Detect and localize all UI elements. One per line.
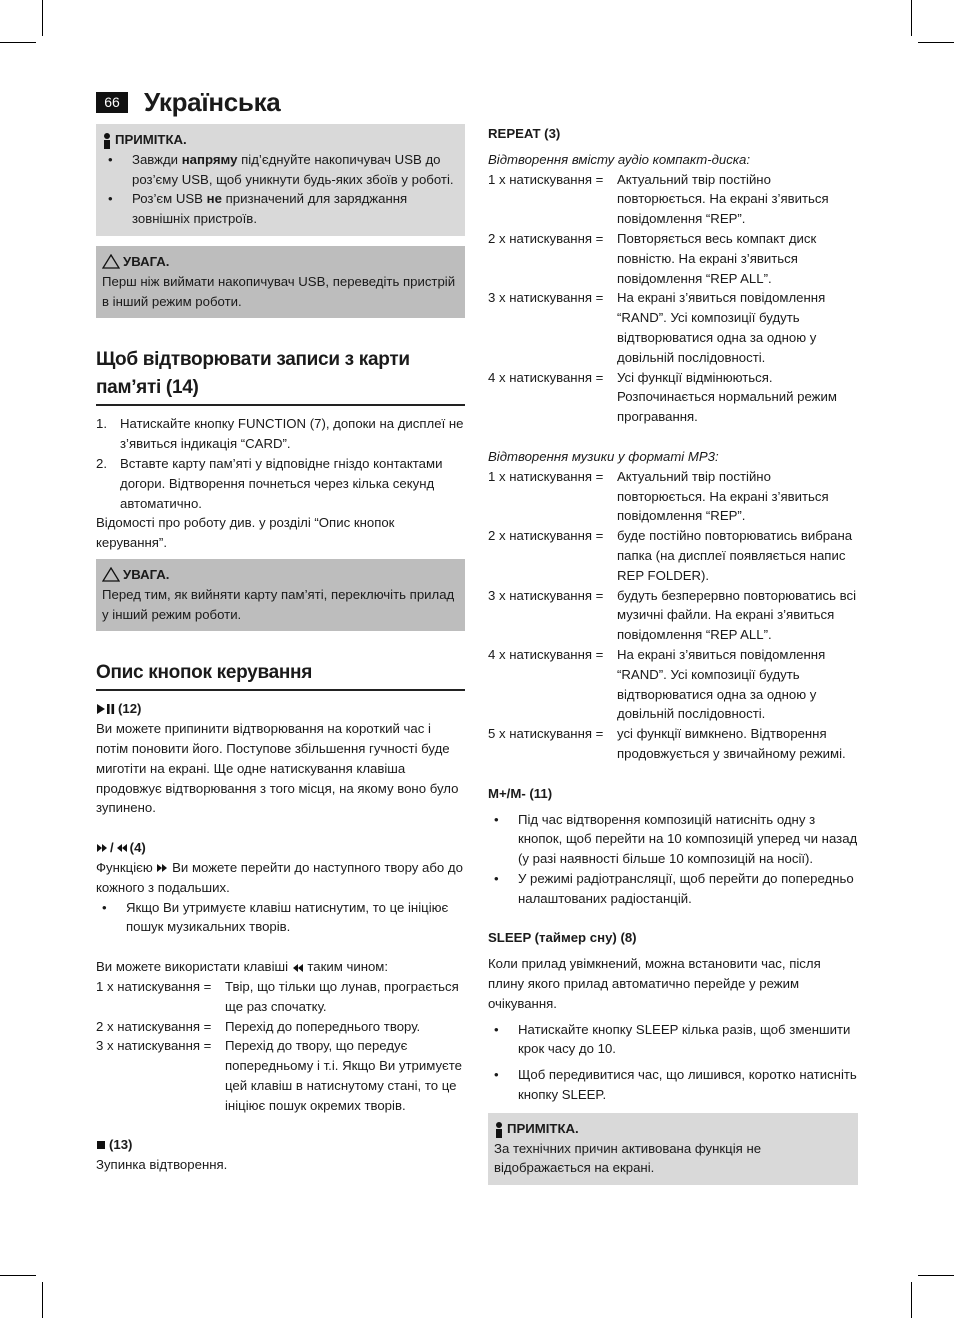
press-row: 5 х натискування = усі функції вимкнено. Відтворення продовжується у звичайному режимі. [488, 726, 846, 761]
press-row: 3 х натискування = будуть безперервно повторюватись всі музичні файли. На екрані з’явиться повідомлення “REP ALL”. [488, 587, 857, 643]
warning-box [96, 559, 465, 631]
note-title: ПРИМІТКА. [102, 130, 459, 150]
skip-heading: / (4) [96, 838, 465, 858]
warning-icon [102, 254, 120, 269]
sleep-heading: SLEEP (таймер сну) (8) [488, 930, 637, 946]
play-pause-heading: (12) [96, 699, 465, 719]
warning-title: УВАГА. [102, 252, 459, 272]
section-heading-controls: Опис кнопок керування [96, 659, 465, 691]
list-item: 1. Натискайте кнопку FUNCTION (7), допоки на дисплеї не з’явиться індикація “CARD”. [96, 416, 464, 452]
info-icon [102, 133, 112, 149]
press-row: 2 х натискування = буде постійно повторюватись вибрана папка (на дисплеї появляється напис REP FOLDER). [488, 528, 853, 583]
crop-mark [42, 0, 43, 36]
play-pause-icon [96, 703, 116, 715]
press-row: 4 х натискування = На екрані з’явиться повідомлення “RAND”. Усі композиції будуть відтворюватися одна за одною у довільній послідовності. [488, 646, 826, 722]
stop-heading: (13) [96, 1135, 465, 1155]
paragraph: Зупинка відтворення. [96, 1157, 228, 1173]
press-row: 4 х натискування = Усі функції відмінюються. Розпочинається нормальний режим програвання. [488, 369, 837, 425]
section-heading-card: Щоб відтворювати записи з карти пам’яті (14) [96, 346, 465, 406]
crop-mark [42, 1282, 43, 1318]
crop-mark [918, 1275, 954, 1276]
warning-icon [102, 567, 120, 582]
subheading: Відтворення музики у форматі MP3: [488, 448, 719, 464]
skip-forward-icon [156, 862, 168, 874]
note-box [488, 1113, 858, 1185]
note-item: • Завжди напряму під’єднуйте накопичувач USB до роз’єму USB, щоб уникнути будь-яких збоїв у роботі. [102, 150, 459, 190]
crop-mark [0, 1275, 36, 1276]
subheading: Відтворення вмісту аудіо компакт-диска: [488, 151, 751, 167]
note-title: ПРИМІТКА. [494, 1119, 852, 1139]
list-item: • Під час відтворення композицій натисніть одну з кнопок, щоб перейти на 10 композицій уперед чи назад (у разі наявності більше 10 композицій на носії). [488, 810, 858, 869]
left-column [96, 124, 465, 1175]
paragraph: Ви можете припинити відтворювання на короткий час і потім поновити його. Поступове збільшення гучності буде миготіти на екрані. Ще одне натискування клавіша продовжує відтворювання з того місця, на якому воно було зупинено. [96, 721, 459, 816]
list-item: 2. Вставте карту пам’яті у відповідне гніздо контактами догори. Відтворення почнеться через кілька секунд автоматично. [96, 455, 443, 511]
press-row: 2 х натискування = Повторяється весь компакт диск повністю. На екрані з’явиться повідомлення “REP ALL”. [488, 230, 817, 286]
paragraph: Відомості про роботу див. у розділі “Опис кнопок керування”. [96, 515, 395, 551]
skip-back-icon [116, 842, 128, 854]
warning-text: Перед тим, як вийняти карту пам’яті, переключіть прилад у інший режим роботи. [102, 586, 455, 622]
list-item: • У режимі радіотрансляції, щоб перейти до попередньо налаштованих радіостанцій. [488, 869, 858, 909]
right-column [488, 124, 858, 1185]
stop-icon [96, 1139, 107, 1151]
warning-title: УВАГА. [102, 565, 459, 585]
page-title: Українська [144, 87, 281, 117]
press-row: 2 х натискування = Перехід до попереднього твору. [96, 1018, 421, 1034]
crop-mark [911, 0, 912, 36]
press-row: 1 х натискування = Твір, що тільки що лунав, програється ще раз спочатку. [96, 978, 459, 1014]
memory-heading: M+/M- (11) [488, 785, 553, 801]
skip-forward-icon [96, 842, 108, 854]
list-item: • Якщо Ви утримуєте клавіш натиснутим, то це ініціює пошук музикальних творів. [96, 898, 465, 938]
press-row: 1 х натискування = Актуальний твір постійно повторюється. На екрані з’явиться повідомлення “REP”. [488, 468, 829, 524]
paragraph: Функцією Ви можете перейти до наступного твору або до кожного з подальших. [96, 859, 463, 895]
warning-text: Перш ніж виймати накопичувач USB, переведіть пристрій в інший режим роботи. [102, 273, 456, 309]
paragraph: Ви можете використати клавіші таким чином: [96, 959, 389, 975]
paragraph: Коли прилад увімкнений, можна встановити час, після плину якого прилад автоматично перейде у режим очікування. [488, 956, 821, 1011]
page-number: 66 [96, 92, 128, 113]
note-item: • Роз’єм USB не призначений для заряджання зовнішніх пристроїв. [102, 189, 459, 229]
warning-box [96, 246, 465, 318]
crop-mark [911, 1282, 912, 1318]
repeat-heading: REPEAT (3) [488, 126, 561, 141]
press-row: 1 х натискування = Актуальний твір постійно повторюється. На екрані з’явиться повідомлення “REP”. [488, 171, 829, 227]
skip-back-icon [292, 962, 304, 974]
note-text: За технічних причин активована функція не відображається на екрані. [494, 1140, 762, 1176]
crop-mark [0, 42, 36, 43]
list-item: • Щоб передивитися час, що лишився, коротко натисніть кнопку SLEEP. [488, 1065, 858, 1105]
note-box [96, 124, 465, 236]
press-row: 3 х натискування = На екрані з’явиться повідомлення “RAND”. Усі композиції будуть відтворюватися одна за одною у довільній послідовності. [488, 290, 826, 365]
press-row: 3 х натискування = Перехід до твору, що передує попередньому і т.і. Якщо Ви утримуєте цей клавіш в натиснутому стані, то це ініціює пошук окремих творів. [96, 1038, 462, 1113]
list-item: • Натискайте кнопку SLEEP кілька разів, щоб зменшити крок часу до 10. [488, 1020, 858, 1060]
crop-mark [918, 42, 954, 43]
info-icon [494, 1122, 504, 1138]
